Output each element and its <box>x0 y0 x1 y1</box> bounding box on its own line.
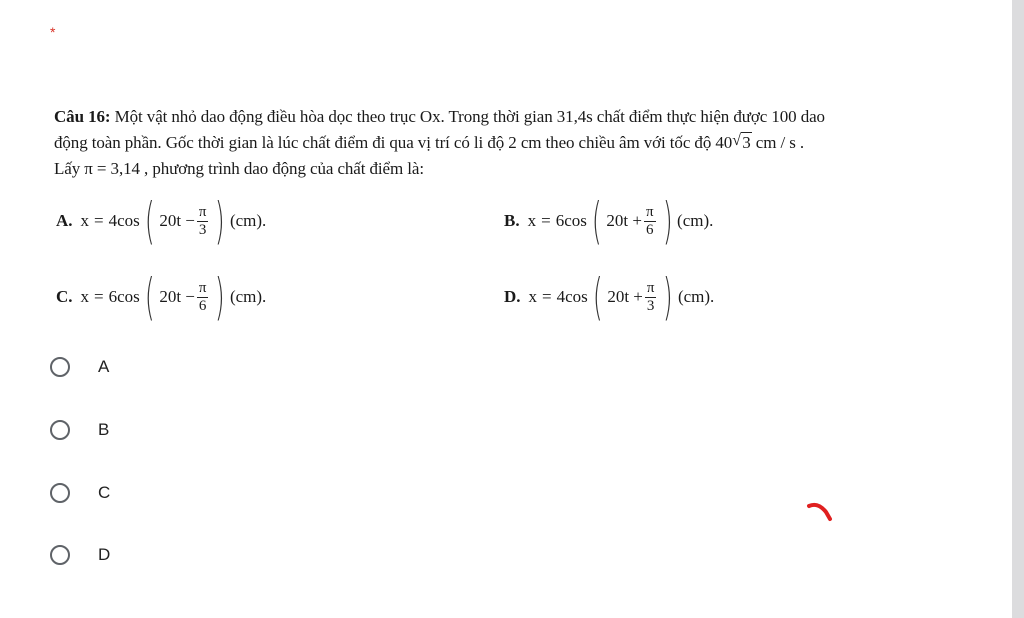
option-label: B <box>98 420 110 439</box>
answer-coef: 6cos <box>108 287 140 306</box>
red-ink-mark <box>806 500 836 526</box>
question-label: Câu 16: <box>54 107 111 126</box>
option-a[interactable] <box>50 357 109 377</box>
answer-coef: 4cos <box>108 211 140 230</box>
answer-lhs: x <box>80 287 90 306</box>
page-background-edge <box>1012 0 1024 618</box>
answer-inner: 20t − <box>159 211 195 230</box>
answer-lhs: x <box>80 211 90 230</box>
answer-fraction: $\frac{\pi}{3}$ <box>198 203 207 238</box>
answer-unit: (cm). <box>229 287 267 306</box>
question-text-3: Lấy π = 3,14 , phương trình dao động của chất điểm là: <box>54 159 424 178</box>
radio-button[interactable] <box>50 420 70 440</box>
question-text-1: Một vật nhỏ dao động điều hòa dọc theo trục Ox. Trong thời gian 31,4s chất điểm thực hiện được 100 dao <box>110 107 825 126</box>
radio-button[interactable] <box>50 483 70 503</box>
option-c[interactable] <box>50 483 110 503</box>
question-line-2 <box>54 130 984 156</box>
option-label: C <box>98 483 111 502</box>
answer-unit: (cm). <box>677 211 714 230</box>
answer-choices <box>54 188 984 348</box>
answer-unit: (cm). <box>677 287 715 306</box>
radio-button[interactable] <box>50 545 70 565</box>
answer-inner: 20t + <box>607 287 643 306</box>
option-label: A <box>98 357 110 376</box>
question-line-1 <box>54 104 984 130</box>
answer-label: C. <box>56 287 73 306</box>
question-text-2-unit: cm / s . <box>751 133 805 152</box>
answer-a: A. x = 4cos ( 20t − $\frac{\pi}{3}$ ) (cm). <box>56 192 267 250</box>
answer-fraction: $\frac{\pi}{3}$ <box>646 279 655 314</box>
sqrt-expression: √ 3 <box>732 132 751 152</box>
answer-coef: 4cos <box>556 287 588 306</box>
answer-lhs: x <box>527 211 537 230</box>
answer-label: D. <box>504 287 521 306</box>
answer-coef: 6cos <box>555 211 587 230</box>
question-line-3 <box>54 156 984 182</box>
answer-c: C. x = 6cos ( 20t − $\frac{\pi}{6}$ ) (cm). <box>56 268 267 326</box>
answer-b: B. x = 6cos ( 20t + $\frac{\pi}{6}$ ) (cm). <box>504 192 714 250</box>
required-marker: * <box>50 24 56 40</box>
option-d[interactable] <box>50 545 110 565</box>
answer-label: B. <box>504 211 520 230</box>
radio-button[interactable] <box>50 357 70 377</box>
sqrt-argument: 3 <box>742 133 751 152</box>
answer-fraction: $\frac{\pi}{6}$ <box>645 203 654 238</box>
option-b[interactable] <box>50 420 109 440</box>
answer-label: A. <box>56 211 73 230</box>
answer-fraction: $\frac{\pi}{6}$ <box>198 279 207 314</box>
answer-d: D. x = 4cos ( 20t + $\frac{\pi}{3}$ ) (cm). <box>504 268 715 326</box>
answer-lhs: x <box>528 287 538 306</box>
option-label: D <box>98 545 111 564</box>
question-text-2: động toàn phần. Gốc thời gian là lúc chất điểm đi qua vị trí có li độ 2 cm theo chiều âm với tốc độ 40 <box>54 133 733 152</box>
answer-inner: 20t − <box>159 287 195 306</box>
answer-inner: 20t + <box>606 211 642 230</box>
answer-unit: (cm). <box>229 211 267 230</box>
question-image <box>54 104 984 348</box>
